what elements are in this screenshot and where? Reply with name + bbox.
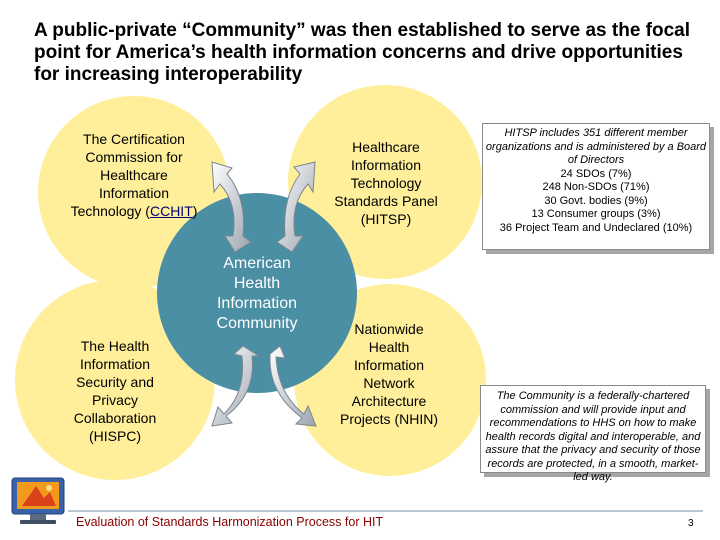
hispc-label: The Health Information Security and Privacy Collaboration (HISPC) <box>73 338 157 444</box>
footer-text: Evaluation of Standards Harmonization Process for HIT <box>76 515 384 529</box>
hitsp-info-line: 36 Project Team and Undeclared (10%) <box>499 221 693 234</box>
community-info-box <box>480 385 706 483</box>
hitsp-info-lead: HITSP includes 351 different member organizations and is administered by a Board of Directors <box>485 127 707 166</box>
hitsp-info-line: 30 Govt. bodies (9%) <box>544 194 648 207</box>
computer-monitor-icon <box>12 478 64 524</box>
page-title: A public-private “Community” was then established to serve as the focal point for America’s health information concerns and drive opportunities for increasing interoperability <box>34 20 691 85</box>
nhin-label: Nationwide Health Information Network Architecture Projects (NHIN) <box>339 321 438 427</box>
cchit-label: The Certification Commission for Healthcare Information Technology (CCHIT) <box>70 131 198 219</box>
center-label: American Health Information Community <box>216 255 298 332</box>
hitsp-info-line: 13 Consumer groups (3%) <box>531 208 661 220</box>
hitsp-info-line: 248 Non-SDOs (71%) <box>542 181 650 193</box>
hitsp-info-box <box>482 123 710 250</box>
page-number: 3 <box>688 518 694 529</box>
hitsp-info-line: 24 SDOs (7%) <box>560 167 632 180</box>
community-info-text: The Community is a federally-chartered commission and will provide input and recommendations to HHS on how to make health records digital and interoperable, and assure that the privacy and security of those records are protected, in a smooth, market-led way. <box>485 390 701 483</box>
hitsp-label: Healthcare Information Technology Standards Panel (HITSP) <box>334 139 438 227</box>
cchit-abbr-link[interactable]: CCHIT <box>149 203 193 219</box>
